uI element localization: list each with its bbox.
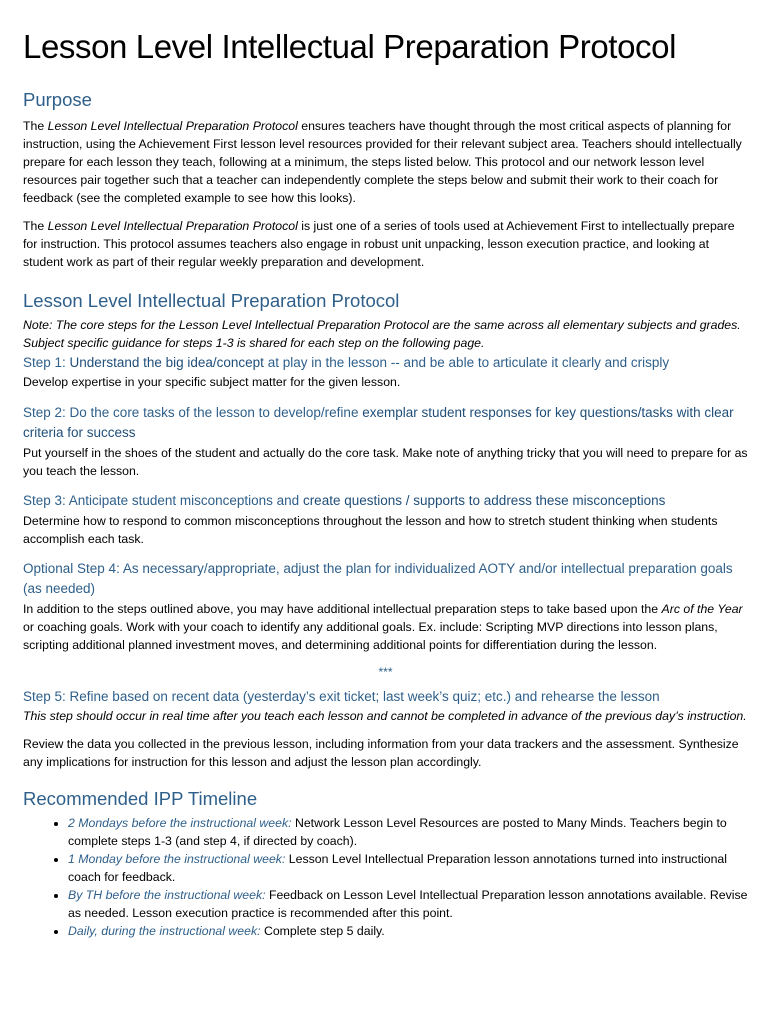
step-5: [23, 687, 748, 771]
step-1-heading: Step 1: Understand the big idea/concept at play in the lesson -- and be able to articulate it clearly and crisply: [23, 355, 670, 370]
timeline-item: • By TH before the instructional week: Feedback on Lesson Level Intellectual Preparation lesson annotations available. Revise as needed. Lesson execution practice is recommended after this point.: [68, 886, 748, 922]
step-5-body: Review the data you collected in the previous lesson, including information from your data trackers and the assessment. Synthesize any implications for instruction for this lesson and adjust the lesson plan accordingly.: [23, 737, 739, 769]
step-3-body: Determine how to respond to common misconceptions throughout the lesson and how to stretch student thinking when students accomplish each task.: [23, 514, 718, 546]
step-5-heading: Step 5: Refine based on recent data (yesterday’s exit ticket; last week’s quiz; etc.) and rehearse the lesson: [23, 689, 660, 704]
timeline-item: • 2 Mondays before the instructional week: Network Lesson Level Resources are posted to Many Minds. Teachers begin to complete steps 1-3 (and step 4, if directed by coach).: [68, 814, 748, 850]
timeline-heading: Recommended IPP Timeline: [23, 788, 258, 809]
step-2: [23, 403, 748, 480]
step-3: [23, 491, 748, 548]
purpose-heading: Purpose: [23, 89, 92, 110]
purpose-paragraph-2: The Lesson Level Intellectual Preparation Protocol is just one of a series of tools used at Achievement First to intellectually prepare for instruction. This protocol assumes teachers also engage in robust unit unpacking, lesson execution practice, and looking at student work as part of their regular weekly preparation and development.: [23, 219, 735, 269]
step-4-heading: Optional Step 4: As necessary/appropriate, adjust the plan for individualized AOTY and/or intellectual preparation goals (as needed): [23, 561, 733, 596]
page-title: Lesson Level Intellectual Preparation Protocol: [23, 28, 677, 65]
step-5-note: This step should occur in real time after you teach each lesson and cannot be completed in advance of the previous day’s instruction.: [23, 709, 747, 723]
step-4: [23, 559, 748, 654]
step-4-body: In addition to the steps outlined above, you may have additional intellectual preparation steps to take based upon the Arc of the Year or coaching goals. Work with your coach to identify any additional goals. Ex. include: Scripting MVP directions into lesson plans, scripting additional planned investment moves, and determining additional points for differentiation during the lesson.: [23, 602, 743, 652]
step-1-body: Develop expertise in your specific subject matter for the given lesson.: [23, 375, 401, 389]
step-2-body: Put yourself in the shoes of the student and actually do the core task. Make note of anything tricky that you will need to prepare for as you teach the lesson.: [23, 446, 748, 478]
timeline-item: • Daily, during the instructional week: Complete step 5 daily.: [68, 922, 748, 940]
step-2-heading: Step 2: Do the core tasks of the lesson to develop/refine exemplar student responses for key questions/tasks with clear criteria for success: [23, 405, 734, 440]
purpose-paragraph-1: The Lesson Level Intellectual Preparation Protocol ensures teachers have thought through the most critical aspects of planning for instruction, using the Achievement First lesson level resources provided for their relevant subject area. Teachers should intellectually prepare for each lesson they teach, following at a minimum, the steps listed below. This protocol and our network lesson level resources pair together such that a teacher can independently complete the steps below and submit their work to their coach for feedback (see the completed example to see how this looks).: [23, 119, 742, 205]
step-1: [23, 353, 748, 391]
section-divider: ***: [378, 665, 393, 679]
protocol-note: Note: The core steps for the Lesson Level Intellectual Preparation Protocol are the same across all elementary subjects and grades. Subject specific guidance for steps 1-3 is shared for each step on the following page.: [23, 318, 741, 350]
protocol-heading: Lesson Level Intellectual Preparation Protocol: [23, 290, 400, 311]
timeline-list: [23, 814, 748, 940]
timeline-item: • 1 Monday before the instructional week: Lesson Level Intellectual Preparation lesson annotations turned into instructional coach for feedback.: [68, 850, 748, 886]
step-3-heading: Step 3: Anticipate student misconceptions and create questions / supports to address these misconceptions: [23, 493, 666, 508]
